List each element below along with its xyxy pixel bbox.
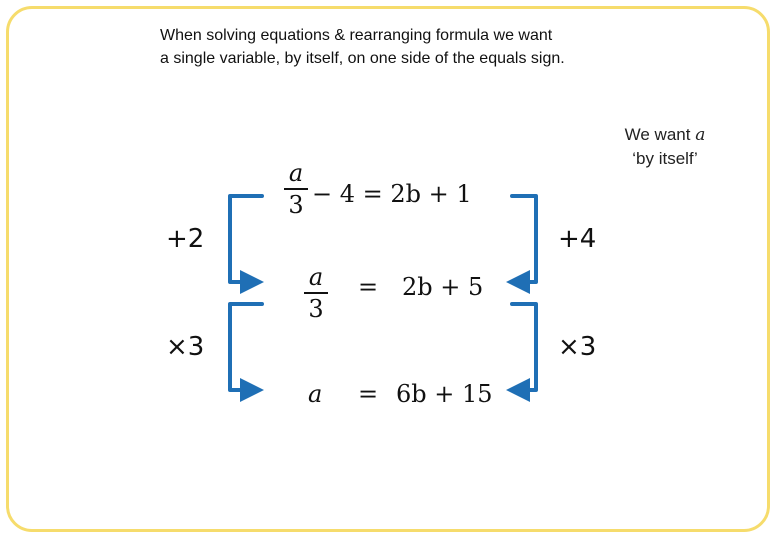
eq3-equals: = [358,380,379,408]
eq2-denominator: 3 [308,295,324,323]
left-op-bottom: ×3 [166,332,205,362]
eq2-rhs: 2b + 5 [402,273,484,301]
eq1-numerator: a [288,159,304,187]
eq3-lhs: a [308,380,323,408]
note-line-2: ‘by itself’ [632,149,698,168]
intro-line-2: a single variable, by itself, on one side of the equals sign. [160,50,565,67]
right-arrow-bottom [512,304,536,390]
note-prefix: We want [624,125,696,144]
note-variable: a [695,125,706,145]
right-op-bottom: ×3 [558,332,597,362]
right-op-top: +4 [558,224,597,254]
right-arrow-top [512,196,536,282]
eq2-equals: = [358,273,379,301]
eq1-rest: − 4 = 2b + 1 [312,180,472,208]
left-arrow-top [230,196,262,282]
left-op-top: +2 [166,224,205,254]
eq3-rhs: 6b + 15 [396,380,493,408]
eq2-numerator: a [308,263,324,291]
left-arrow-bottom [230,304,262,390]
eq1-denominator: 3 [288,191,304,219]
intro-line-1: When solving equations & rearranging formula we want [160,27,553,44]
